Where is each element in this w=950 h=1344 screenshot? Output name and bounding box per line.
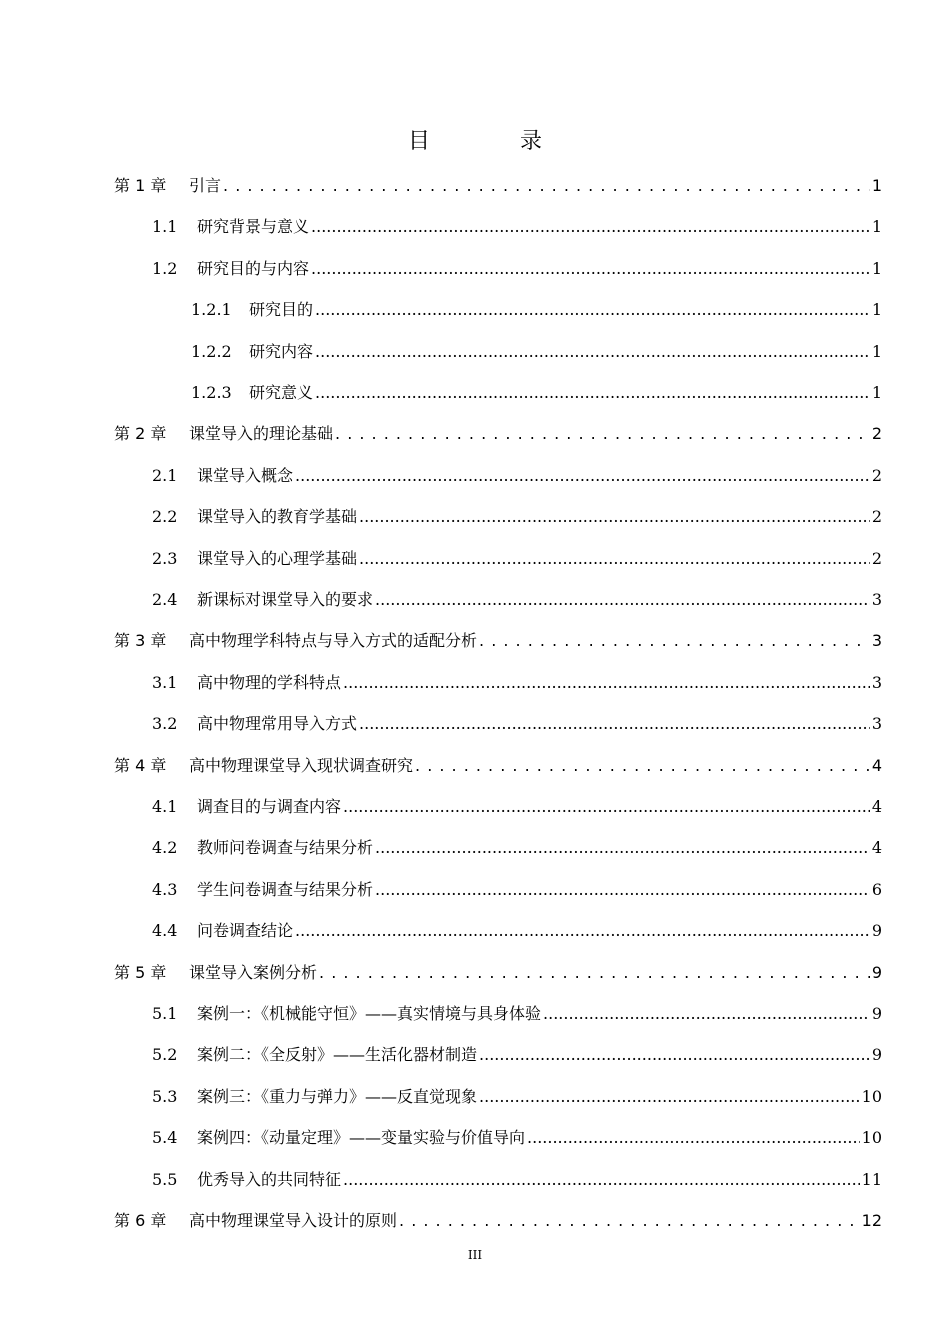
toc-entry[interactable] — [152, 255, 882, 283]
toc-entry-number: 第 4 章 — [114, 755, 167, 775]
toc-entry[interactable] — [191, 338, 882, 366]
dot-leader — [479, 1083, 860, 1111]
toc-entry-number: 4.1 — [152, 797, 178, 816]
dot-leader — [359, 545, 870, 573]
dot-leader — [399, 1207, 860, 1235]
toc-entry[interactable] — [191, 379, 882, 407]
toc-entry-title: 课堂导入的教育学基础 — [197, 507, 358, 527]
toc-entry-number: 第 6 章 — [114, 1211, 167, 1230]
toc-entry-title: 案例三：《重力与弹力》——反直觉现象 — [197, 1086, 478, 1106]
toc-entry-title: 高中物理的学科特点 — [197, 672, 342, 692]
toc-entry-title: 问卷调查结论 — [197, 921, 294, 941]
toc-entry-page: 1 — [871, 341, 882, 361]
toc-entry-number: 2.3 — [152, 548, 178, 568]
toc-entry-page: 4 — [871, 797, 882, 816]
dot-leader — [311, 213, 870, 241]
dot-leader — [315, 296, 870, 324]
toc-entry[interactable] — [114, 752, 882, 780]
dot-leader — [315, 379, 870, 407]
toc-entry-number: 1.2.2 — [191, 341, 232, 361]
toc-entry-page: 2 — [871, 424, 882, 444]
toc-entry-page: 4 — [871, 838, 882, 858]
toc-entry-title: 案例一：《机械能守恒》——真实情境与具身体验 — [197, 1004, 542, 1023]
toc-entry-page: 1 — [871, 176, 882, 195]
toc-entry-title: 研究目的 — [249, 300, 314, 320]
toc-entry[interactable] — [152, 917, 882, 945]
toc-entry-title: 学生问卷调查与结果分析 — [197, 879, 374, 899]
toc-entry-title: 案例二：《全反射》——生活化器材制造 — [197, 1045, 478, 1065]
toc-entry-page: 11 — [861, 1169, 882, 1189]
toc-entry-page: 10 — [861, 1128, 882, 1148]
toc-entry-number: 5.1 — [152, 1004, 178, 1023]
toc-entry-number: 5.3 — [152, 1086, 178, 1106]
dot-leader — [319, 959, 870, 987]
dot-leader — [343, 669, 870, 697]
dot-leader — [295, 917, 870, 945]
toc-entry-page: 3 — [871, 672, 882, 692]
toc-entry-page: 9 — [871, 921, 882, 941]
toc-entry-page: 3 — [871, 714, 882, 734]
dot-leader — [479, 627, 870, 655]
toc-entry[interactable] — [152, 876, 882, 904]
toc-entry-page: 2 — [871, 465, 882, 485]
dot-leader — [343, 1166, 860, 1194]
toc-entry-page: 9 — [871, 1045, 882, 1065]
toc-entry-title: 研究内容 — [249, 341, 314, 361]
toc-entry[interactable] — [114, 172, 882, 200]
dot-leader — [543, 1000, 870, 1028]
toc-entry-title: 高中物理课堂导入设计的原则 — [189, 1211, 398, 1230]
toc-entry-number: 4.4 — [152, 921, 178, 941]
toc-entry-number: 第 2 章 — [114, 424, 167, 444]
toc-entry-page: 9 — [871, 962, 882, 982]
toc-entry-title: 课堂导入的心理学基础 — [197, 548, 358, 568]
toc-entry-number: 4.2 — [152, 838, 178, 858]
toc-entry-number: 5.2 — [152, 1045, 178, 1065]
toc-entry[interactable] — [191, 296, 882, 324]
toc-entry-title: 引言 — [189, 176, 222, 195]
dot-leader — [315, 338, 870, 366]
toc-entry[interactable] — [152, 1124, 882, 1152]
toc-entry-title: 研究目的与内容 — [197, 258, 310, 278]
toc-entry-title: 调查目的与调查内容 — [197, 797, 342, 816]
toc-entry-title: 课堂导入的理论基础 — [189, 424, 334, 444]
toc-entry-number: 1.2.1 — [191, 300, 232, 320]
dot-leader — [527, 1124, 860, 1152]
toc-entry-page: 12 — [861, 1211, 882, 1230]
toc-entry[interactable] — [152, 545, 882, 573]
dot-leader — [295, 462, 870, 490]
toc-entry[interactable] — [152, 793, 882, 821]
toc-entry-number: 1.2 — [152, 258, 178, 278]
toc-entry-number: 3.2 — [152, 714, 178, 734]
toc-entry-title: 教师问卷调查与结果分析 — [197, 838, 374, 858]
dot-leader — [479, 1041, 870, 1069]
toc-entry[interactable] — [152, 1041, 882, 1069]
toc-title: 目 录 — [407, 129, 576, 154]
toc-entry-number: 2.4 — [152, 590, 178, 609]
toc-entry[interactable] — [114, 959, 882, 987]
toc-entry-title: 研究意义 — [249, 383, 314, 402]
toc-entry-number: 第 3 章 — [114, 631, 167, 651]
page-number: III — [467, 1248, 483, 1262]
toc-entry-title: 课堂导入案例分析 — [189, 962, 318, 982]
toc-entry-title: 高中物理常用导入方式 — [197, 714, 358, 734]
toc-entry[interactable] — [152, 503, 882, 531]
toc-entry-number: 2.1 — [152, 465, 178, 485]
toc-entry[interactable] — [152, 1000, 882, 1028]
toc-entry-number: 第 5 章 — [114, 962, 167, 982]
toc-entry-title: 高中物理学科特点与导入方式的适配分析 — [189, 631, 478, 651]
toc-entry-number: 第 1 章 — [114, 176, 167, 195]
toc-entry-page: 3 — [871, 631, 882, 651]
toc-entry[interactable] — [114, 1207, 882, 1235]
dot-leader — [375, 586, 870, 614]
toc-entry[interactable] — [152, 834, 882, 862]
dot-leader — [343, 793, 870, 821]
toc-entry-page: 4 — [871, 755, 882, 775]
toc-entry-page: 1 — [871, 217, 882, 237]
dot-leader — [335, 420, 870, 448]
toc-entry-page: 2 — [871, 507, 882, 527]
toc-entry-page: 3 — [871, 590, 882, 609]
dot-leader — [375, 876, 870, 904]
dot-leader — [359, 503, 870, 531]
toc-entry[interactable] — [114, 627, 882, 655]
toc-entry[interactable] — [152, 1083, 882, 1111]
dot-leader — [375, 834, 870, 862]
toc-entry-number: 1.1 — [152, 217, 178, 237]
toc-entry-number: 1.2.3 — [191, 383, 232, 402]
toc-entry-number: 4.3 — [152, 879, 178, 899]
toc-entry-title: 案例四：《动量定理》——变量实验与价值导向 — [197, 1128, 526, 1148]
toc-entry[interactable] — [152, 213, 882, 241]
dot-leader — [359, 710, 870, 738]
toc-entry[interactable] — [152, 462, 882, 490]
toc-entry-page: 9 — [871, 1004, 882, 1023]
toc-entry-page: 1 — [871, 258, 882, 278]
toc-entry-title: 优秀导入的共同特征 — [197, 1169, 342, 1189]
toc-entry-page: 10 — [861, 1086, 882, 1106]
toc-entry-title: 课堂导入概念 — [197, 465, 294, 485]
toc-entry-title: 高中物理课堂导入现状调查研究 — [189, 755, 414, 775]
toc-entry-page: 2 — [871, 548, 882, 568]
dot-leader — [311, 255, 870, 283]
toc-entry-number: 2.2 — [152, 507, 178, 527]
toc-entry[interactable] — [152, 1166, 882, 1194]
toc-entry-page: 1 — [871, 383, 882, 402]
toc-entry[interactable] — [114, 420, 882, 448]
toc-entry-number: 3.1 — [152, 672, 178, 692]
toc-entry-number: 5.5 — [152, 1169, 178, 1189]
toc-entry-number: 5.4 — [152, 1128, 178, 1148]
toc-entry-title: 新课标对课堂导入的要求 — [197, 590, 374, 609]
toc-entry-page: 1 — [871, 300, 882, 320]
toc-entry-page: 6 — [871, 879, 882, 899]
dot-leader — [415, 752, 870, 780]
toc-entry[interactable] — [152, 669, 882, 697]
toc-entry[interactable] — [152, 710, 882, 738]
toc-entry-title: 研究背景与意义 — [197, 217, 310, 237]
dot-leader — [223, 172, 870, 200]
toc-entry[interactable] — [152, 586, 882, 614]
